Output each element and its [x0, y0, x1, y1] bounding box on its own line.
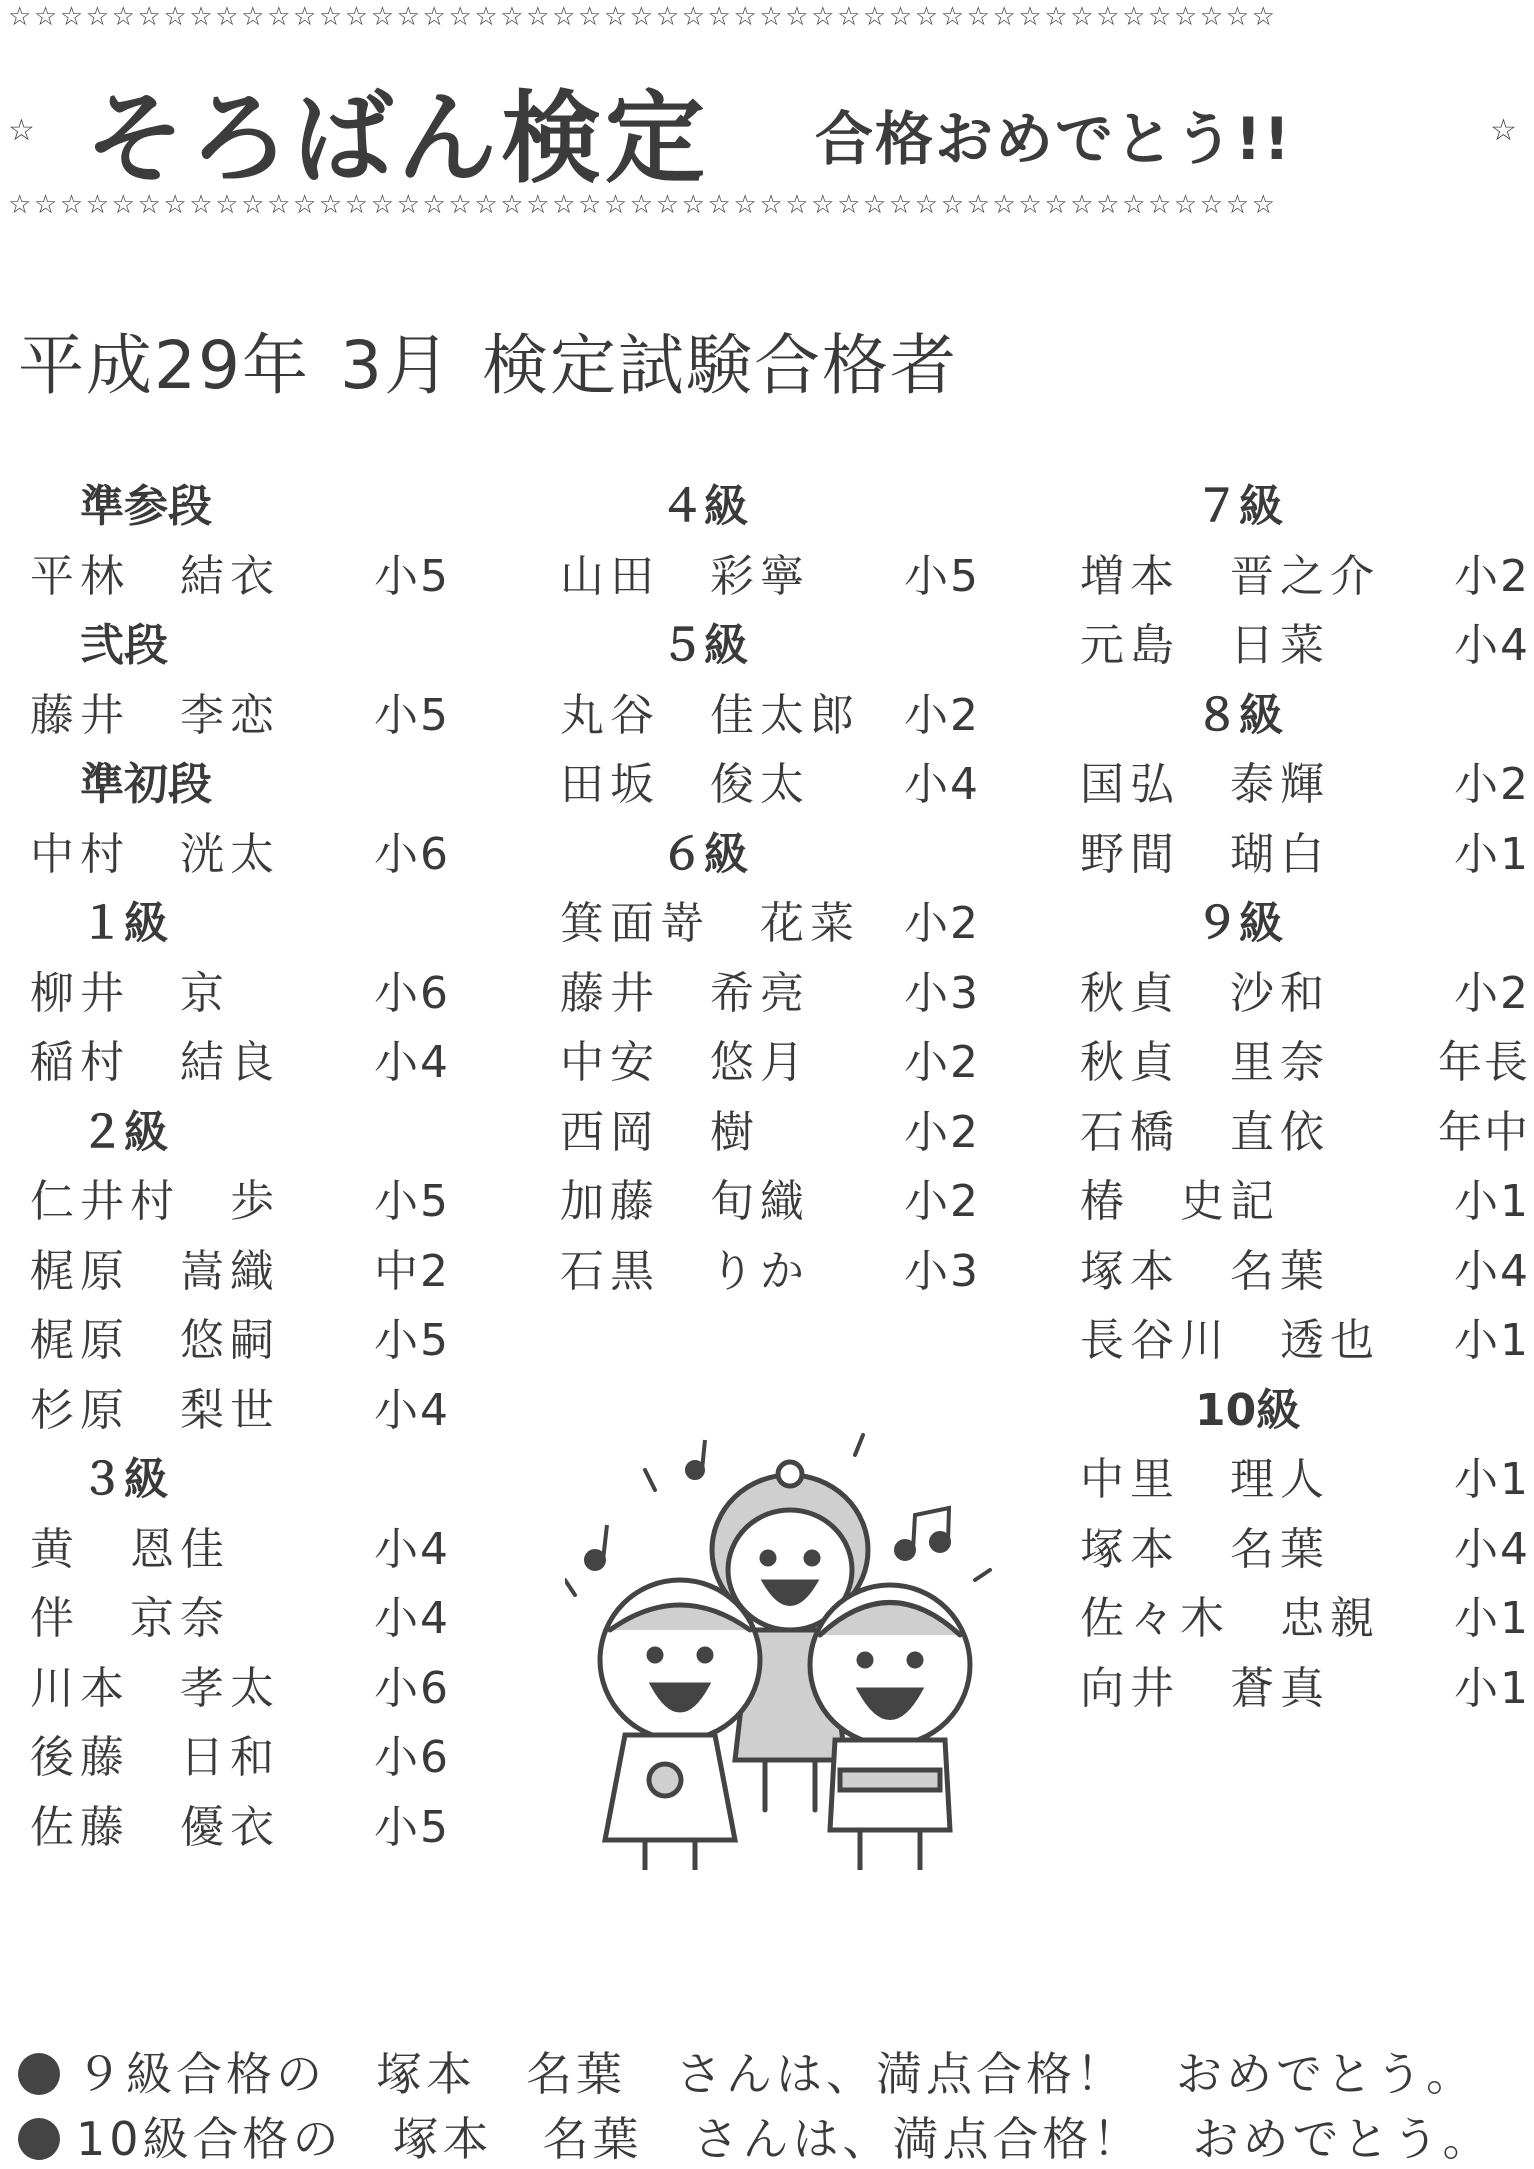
student-grade: 小1 — [1454, 1315, 1530, 1366]
student-name: 佐々木 忠親 — [1080, 1593, 1380, 1644]
result-row — [30, 959, 450, 1029]
student-name: 黄 恩佳 — [30, 1523, 230, 1575]
result-row — [560, 750, 980, 820]
result-row — [30, 1584, 450, 1654]
student-grade: 中2 — [374, 1245, 450, 1297]
rank-heading: ５級 — [660, 620, 748, 671]
result-row — [30, 1723, 450, 1793]
student-grade: 小2 — [904, 1106, 980, 1158]
student-name: 丸谷 佳太郎 — [560, 689, 860, 741]
footer-note-2 — [18, 2103, 1493, 2169]
student-grade: 小4 — [904, 759, 980, 810]
result-row — [30, 542, 450, 612]
result-row — [1080, 959, 1530, 1029]
bullet-icon — [18, 2053, 60, 2095]
student-name: 中安 悠月 — [560, 1037, 810, 1088]
student-name: 塚本 名葉 — [1080, 1523, 1330, 1575]
student-grade: 小1 — [1454, 828, 1530, 880]
student-name: 国弘 泰輝 — [1080, 759, 1330, 810]
student-grade: 小2 — [904, 1176, 980, 1227]
student-name: 石黒 りか — [560, 1245, 810, 1297]
student-name: 塚本 名葉 — [1080, 1245, 1330, 1297]
result-row — [560, 959, 980, 1029]
rank-heading: ２級 — [80, 1106, 168, 1158]
student-name: 川本 孝太 — [30, 1662, 280, 1714]
student-grade: 小2 — [904, 1037, 980, 1088]
result-row — [560, 1237, 980, 1307]
rank-heading: ８級 — [1195, 689, 1283, 741]
student-grade: 小2 — [1454, 967, 1530, 1019]
footer-note-1 — [18, 2038, 1476, 2104]
student-grade: 小6 — [374, 1662, 450, 1714]
student-grade: 年長 — [1438, 1037, 1530, 1088]
result-row — [560, 1167, 980, 1237]
student-grade: 小4 — [1454, 620, 1530, 671]
result-row — [30, 1654, 450, 1724]
student-name: 秋貞 沙和 — [1080, 967, 1330, 1019]
student-name: 西岡 樹 — [560, 1106, 760, 1158]
student-name: 田坂 俊太 — [560, 759, 810, 810]
result-row — [1080, 820, 1530, 890]
student-name: 平林 結衣 — [30, 550, 280, 602]
student-name: 藤井 希亮 — [560, 967, 810, 1019]
student-name: 長谷川 透也 — [1080, 1315, 1380, 1366]
star-border-top: ☆☆☆☆☆☆☆☆☆☆☆☆☆☆☆☆☆☆☆☆☆☆☆☆☆☆☆☆☆☆☆☆☆☆☆☆☆☆☆☆☆☆☆☆☆☆☆☆☆ — [8, 2, 1278, 32]
result-row — [560, 681, 980, 751]
student-grade: 小4 — [374, 1523, 450, 1575]
result-row — [560, 889, 980, 959]
student-grade: 小4 — [1454, 1523, 1530, 1575]
result-row — [1080, 1237, 1530, 1307]
student-grade: 小6 — [374, 1732, 450, 1783]
student-name: 加藤 旬織 — [560, 1176, 810, 1227]
heading-label: 検定試験合格者 — [481, 327, 958, 404]
bullet-icon — [18, 2118, 60, 2160]
student-grade: 小5 — [374, 1801, 450, 1853]
student-name: 石橋 直依 — [1080, 1106, 1330, 1158]
student-grade: 小3 — [904, 967, 980, 1019]
student-grade: 小1 — [1454, 1662, 1530, 1714]
results-column-middle — [560, 472, 980, 1306]
student-name: 野間 瑚白 — [1080, 828, 1330, 880]
results-column-left — [30, 472, 450, 1862]
student-name: 杉原 梨世 — [30, 1384, 280, 1436]
result-row — [30, 1237, 450, 1307]
result-row — [560, 542, 980, 612]
student-grade: 小1 — [1454, 1593, 1530, 1644]
singing-children-illustration — [565, 1430, 1005, 1870]
student-name: 仁井村 歩 — [30, 1176, 280, 1227]
result-row — [1080, 1306, 1530, 1376]
student-grade: 小4 — [374, 1593, 450, 1644]
side-star-right: ☆ — [1490, 113, 1517, 148]
student-name: 中里 理人 — [1080, 1454, 1330, 1505]
student-grade: 小2 — [1454, 550, 1530, 602]
result-row — [30, 1515, 450, 1585]
student-grade: 小2 — [904, 689, 980, 741]
rank-heading: ９級 — [1195, 898, 1283, 949]
banner-subtitle: 合格おめでとう!! — [815, 105, 1292, 173]
side-star-left: ☆ — [8, 113, 35, 148]
student-grade: 小5 — [374, 1176, 450, 1227]
star-border-bottom: ☆☆☆☆☆☆☆☆☆☆☆☆☆☆☆☆☆☆☆☆☆☆☆☆☆☆☆☆☆☆☆☆☆☆☆☆☆☆☆☆☆☆☆☆☆☆☆☆☆ — [8, 190, 1278, 220]
banner-title: そろばん検定 — [85, 80, 709, 197]
rank-heading: ３級 — [80, 1454, 168, 1505]
heading-era: 平成29年 — [18, 327, 310, 404]
result-row — [1080, 1654, 1530, 1724]
result-row — [30, 1306, 450, 1376]
rank-heading: １級 — [80, 898, 168, 949]
student-name: 柳井 京 — [30, 967, 230, 1019]
rank-heading: 10級 — [1195, 1384, 1301, 1436]
student-name: 増本 晋之介 — [1080, 550, 1380, 602]
rank-heading: 弐段 — [80, 620, 168, 671]
student-name: 佐藤 優衣 — [30, 1801, 280, 1853]
student-grade: 小1 — [1454, 1176, 1530, 1227]
rank-heading: 準初段 — [80, 759, 212, 810]
result-row — [1080, 1028, 1530, 1098]
heading-month: 3月 — [339, 327, 452, 404]
student-grade: 小1 — [1454, 1454, 1530, 1505]
student-name: 藤井 李恋 — [30, 689, 280, 741]
student-name: 中村 洸太 — [30, 828, 280, 880]
student-grade: 年中 — [1438, 1106, 1530, 1158]
result-row — [560, 1098, 980, 1168]
student-name: 秋貞 里奈 — [1080, 1037, 1330, 1088]
student-grade: 小5 — [374, 550, 450, 602]
student-grade: 小4 — [374, 1384, 450, 1436]
result-row — [1080, 1515, 1530, 1585]
student-name: 稲村 結良 — [30, 1037, 280, 1088]
student-name: 梶原 悠嗣 — [30, 1315, 280, 1366]
student-grade: 小5 — [374, 1315, 450, 1366]
student-grade: 小4 — [1454, 1245, 1530, 1297]
rank-heading: 準参段 — [80, 481, 212, 532]
student-name: 椿 史記 — [1080, 1176, 1280, 1227]
student-name: 伴 京奈 — [30, 1593, 230, 1644]
student-name: 箕面嵜 花菜 — [560, 898, 860, 949]
student-grade: 小2 — [1454, 759, 1530, 810]
footer-note-2-text: 10級合格の 塚本 名葉 さんは、満点合格！ おめでとう。 — [76, 2112, 1493, 2166]
rank-heading: ６級 — [660, 828, 748, 880]
result-row — [1080, 1584, 1530, 1654]
result-row — [1080, 542, 1530, 612]
result-row — [30, 681, 450, 751]
student-grade: 小4 — [374, 1037, 450, 1088]
student-grade: 小2 — [904, 898, 980, 949]
student-grade: 小5 — [904, 550, 980, 602]
result-row — [30, 1793, 450, 1863]
result-row — [1080, 1445, 1530, 1515]
student-grade: 小3 — [904, 1245, 980, 1297]
result-row — [30, 1028, 450, 1098]
student-name: 梶原 嵩織 — [30, 1245, 280, 1297]
result-row — [30, 1376, 450, 1446]
student-name: 元島 日菜 — [1080, 620, 1330, 671]
rank-heading: ７級 — [1195, 481, 1283, 532]
student-grade: 小6 — [374, 967, 450, 1019]
result-row — [1080, 1167, 1530, 1237]
result-row — [30, 820, 450, 890]
result-row — [30, 1167, 450, 1237]
student-name: 後藤 日和 — [30, 1732, 280, 1783]
result-row — [1080, 611, 1530, 681]
student-grade: 小5 — [374, 689, 450, 741]
result-row — [1080, 1098, 1530, 1168]
result-row — [560, 1028, 980, 1098]
footer-note-1-text: ９級合格の 塚本 名葉 さんは、満点合格！ おめでとう。 — [76, 2047, 1476, 2101]
rank-heading: ４級 — [660, 481, 748, 532]
result-row — [1080, 750, 1530, 820]
student-name: 向井 蒼真 — [1080, 1662, 1330, 1714]
student-grade: 小6 — [374, 828, 450, 880]
results-column-right — [1080, 472, 1530, 1723]
student-name: 山田 彩寧 — [560, 550, 810, 602]
page-heading — [18, 312, 988, 407]
